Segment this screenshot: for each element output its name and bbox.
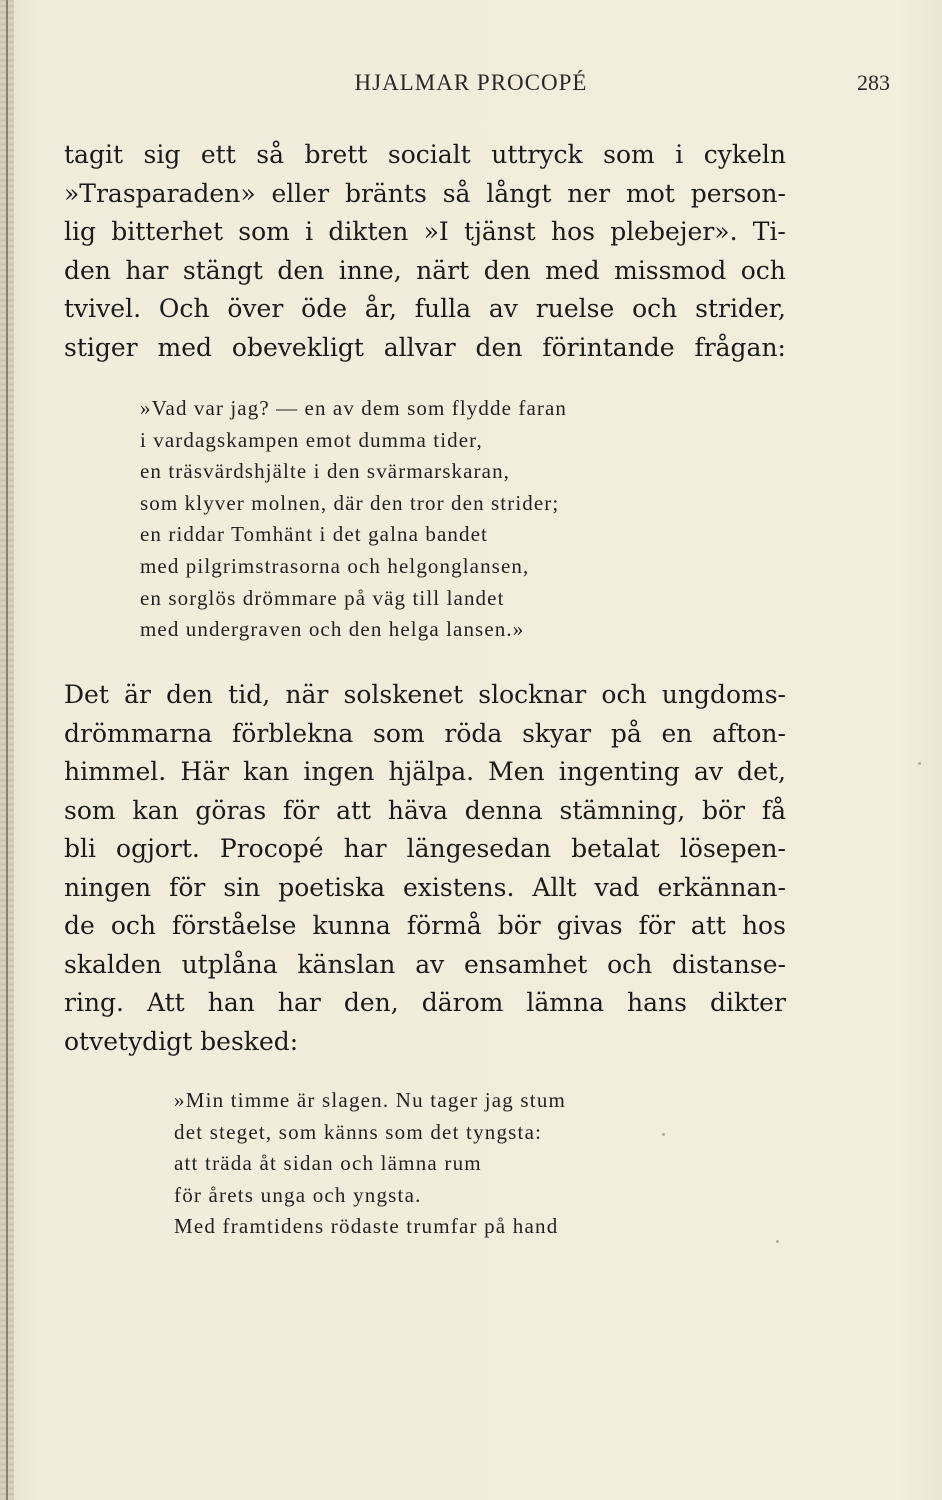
text-line: himmel. Här kan ingen hjälpa. Men ingenting av det, — [64, 757, 786, 786]
text-line: lig bitterhet som i dikten »I tjänst hos plebejer». Ti- — [64, 217, 786, 246]
verse-line: en träsvärdshjälte i den svärmarskaran, — [140, 459, 511, 484]
verse-line: en riddar Tomhänt i det galna bandet — [140, 522, 488, 547]
text-line: drömmarna förblekna som röda skyar på en afton- — [64, 718, 786, 748]
text-line: »Trasparaden» eller bränts så långt ner mot person- — [64, 178, 786, 208]
verse-quote-1 — [140, 393, 567, 646]
text-line: bli ogjort. Procopé har längesedan betalat lösepen- — [64, 834, 786, 863]
paper-speck — [776, 1240, 779, 1243]
text-line: ring. Att han har den, därom lämna hans dikter — [64, 988, 786, 1017]
paper-speck — [662, 1133, 665, 1136]
verse-line: Med framtidens rödaste trumfar på hand — [174, 1214, 559, 1239]
verse-line: i vardagskampen emot dumma tider, — [140, 427, 483, 452]
paragraph-1 — [64, 136, 786, 367]
text-line: den har stängt den inne, närt den med missmod och — [64, 255, 786, 285]
text-line: stiger med obevekligt allvar den förintande frågan: — [64, 332, 786, 362]
paper-speck — [918, 762, 921, 765]
verse-line: det steget, som känns som det tyngsta: — [174, 1119, 543, 1144]
verse-line: med undergraven och den helga lansen.» — [140, 617, 525, 642]
verse-line: en sorglös drömmare på väg till landet — [140, 585, 505, 610]
text-line: otvetydigt besked: — [64, 1026, 299, 1056]
verse-line: att träda åt sidan och lämna rum — [174, 1151, 482, 1176]
text-line: de och förståelse kunna förmå bör givas för att hos — [64, 911, 786, 940]
text-line: som kan göras för att häva denna stämning, bör få — [64, 795, 786, 825]
paragraph-2 — [64, 676, 786, 1061]
verse-line: »Min timme är slagen. Nu tager jag stum — [174, 1088, 567, 1112]
text-line: ningen för sin poetiska existens. Allt vad erkännan- — [64, 872, 786, 902]
text-line: skalden utplåna känslan av ensamhet och distanse- — [64, 949, 786, 979]
verse-quote-2 — [174, 1085, 566, 1243]
page-number: 283 — [857, 70, 890, 95]
verse-line: med pilgrimstrasorna och helgonglansen, — [140, 553, 530, 578]
verse-line: som klyver molnen, där den tror den strider; — [140, 490, 560, 515]
text-line: Det är den tid, när solskenet slocknar och ungdoms- — [64, 680, 786, 709]
text-line: tagit sig ett så brett socialt uttryck som i cykeln — [64, 140, 786, 169]
verse-line: för årets unga och yngsta. — [174, 1182, 422, 1207]
running-title: HJALMAR PROCOPÉ — [354, 70, 588, 95]
running-head — [0, 70, 942, 104]
verse-line: »Vad var jag? — en av dem som flydde faran — [140, 396, 567, 420]
gutter-line — [6, 0, 8, 1500]
text-line: tvivel. Och över öde år, fulla av ruelse och strider, — [64, 294, 786, 323]
